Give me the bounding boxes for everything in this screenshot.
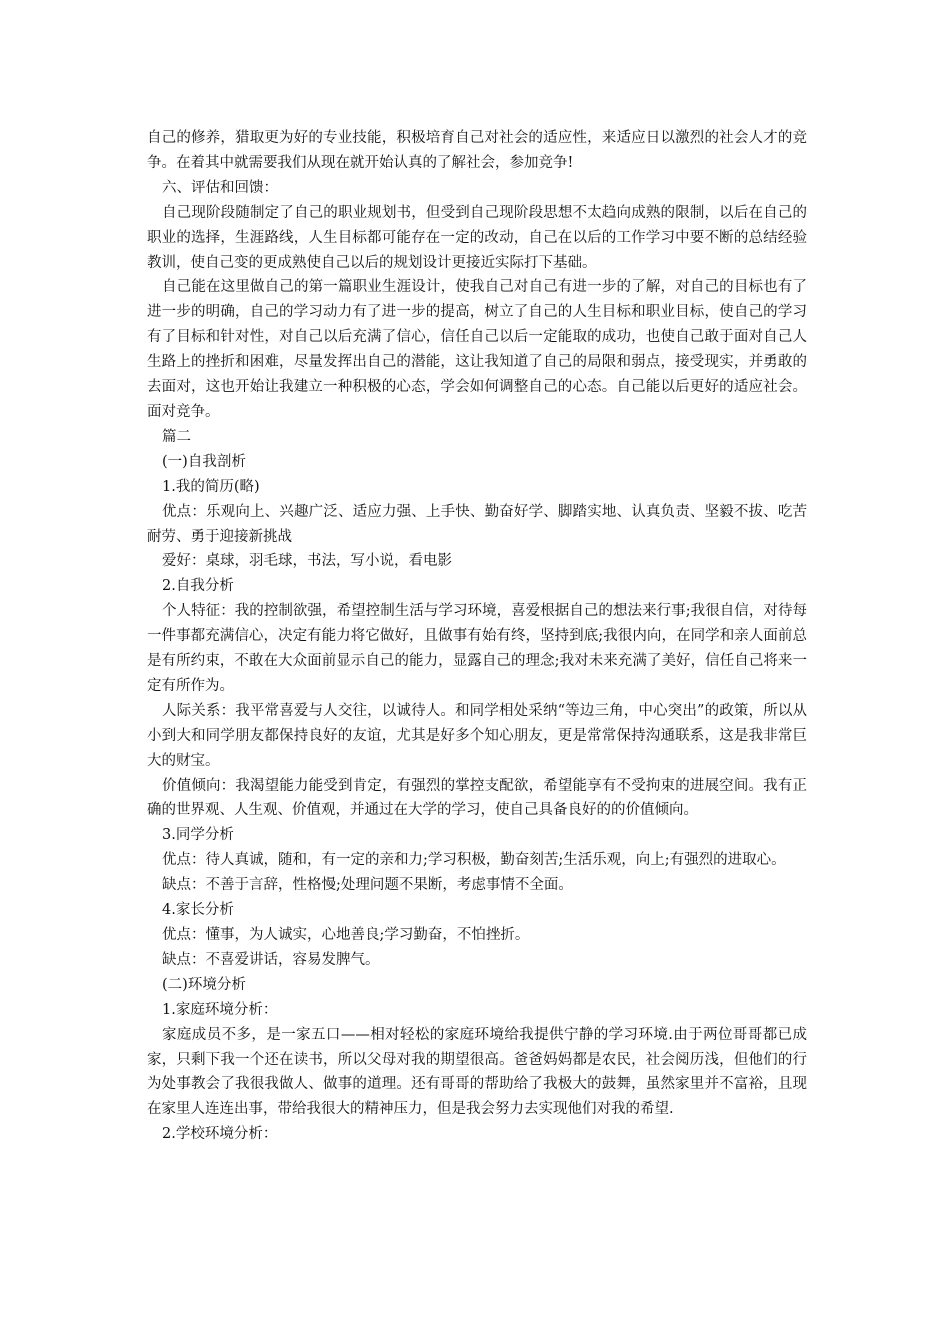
paragraph: 价值倾向：我渴望能力能受到肯定，有强烈的掌控支配欲，希望能享有不受拘束的进展空间。我有正确的世界观、人生观、价值观，并通过在大学的学习，使自己具备良好的的价值倾向。: [147, 777, 807, 819]
paragraph: 自己现阶段随制定了自己的职业规划书，但受到自己现阶段思想不太趋向成熟的限制，以后在自己的职业的选择，生涯路线，人生目标都可能存在一定的改动，自己在以后的工作学习中要不断的总结经验教训，使自己变的更成熟使自己以后的规划设计更接近实际打下基础。: [147, 204, 807, 271]
section-heading: 六、评估和回馈：: [162, 179, 278, 196]
paragraph: 优点：待人真诚，随和，有一定的亲和力;学习积极，勤奋刻苦;生活乐观，向上;有强烈的进取心。: [162, 852, 786, 869]
paragraph: 个人特征：我的控制欲强，希望控制生活与学习环境，喜爱根据自己的想法来行事;我很自信，对待每一件事都充满信心，决定有能力将它做好，且做事有始有终，坚持到底;我很内向，在同学和亲人面前总是有所约束，不敢在大众面前显示自己的能力，显露自己的理念;我对未来充满了美好，信任自己将来一定有所作为。: [147, 603, 807, 694]
subsection-heading: 1.家庭环境分析：: [162, 1001, 278, 1018]
paragraph: 优点：乐观向上、兴趣广泛、适应力强、上手快、勤奋好学、脚踏实地、认真负责、坚毅不拔、吃苦耐劳、勇于迎接新挑战: [147, 503, 807, 545]
paragraph: 缺点：不喜爱讲话，容易发脾气。: [162, 951, 380, 968]
document-body: [147, 126, 807, 1147]
section-heading: (一)自我剖析: [162, 453, 246, 470]
paragraph: 缺点：不善于言辞，性格慢;处理问题不果断，考虑事情不全面。: [162, 877, 573, 894]
paragraph: 自己的修养，猎取更为好的专业技能，积极培育自己对社会的适应性，来适应日以激烈的社会人才的竞争。在着其中就需要我们从现在就开始认真的了解社会，参加竞争!: [147, 130, 807, 171]
paragraph: 爱好：桌球，羽毛球，书法，写小说，看电影: [162, 553, 452, 570]
paragraph: 优点：懂事，为人诚实，心地善良;学习勤奋，不怕挫折。: [162, 927, 530, 943]
paragraph: 家庭成员不多，是一家五口——相对轻松的家庭环境给我提供宁静的学习环境.由于两位哥哥都已成家，只剩下我一个还在读书，所以父母对我的期望很高。爸爸妈妈都是农民，社会阅历浅，但他们的行为处事教会了我很我做人、做事的道理。还有哥哥的帮助给了我极大的鼓舞，虽然家里并不富裕，且现在家里人连连出事，带给我很大的精神压力，但是我会努力去实现他们对我的希望.: [147, 1026, 807, 1118]
paragraph: 人际关系：我平常喜爱与人交往，以诚待人。和同学相处采纳“等边三角，中心突出”的政策，所以从小到大和同学朋友都保持良好的友谊，尤其是好多个知心朋友，更是常常保持沟通联系，这是我非常巨大的财宝。: [147, 702, 807, 769]
section-heading: 篇二: [162, 428, 191, 445]
subsection-heading: 4.家长分析: [162, 902, 234, 919]
subsection-heading: 1.我的简历(略): [162, 478, 260, 495]
section-heading: (二)环境分析: [162, 976, 246, 993]
subsection-heading: 2.学校环境分析：: [162, 1126, 278, 1143]
subsection-heading: 2.自我分析: [162, 578, 234, 595]
paragraph: 自己能在这里做自己的第一篇职业生涯设计，使我自己对自己有进一步的了解，对自己的目标也有了进一步的明确，自己的学习动力有了进一步的提高，树立了自己的人生目标和职业目标，使自己的学习有了目标和针对性，对自己以后充满了信心，信任自己以后一定能取的成功，也使自己敢于面对自己人生路上的挫折和困难，尽量发挥出自己的潜能，这让我知道了自己的局限和弱点，接受现实，并勇敢的去面对，这也开始让我建立一种积极的心态，学会如何调整自己的心态。自己能以后更好的适应社会。面对竞争。: [147, 279, 807, 420]
subsection-heading: 3.同学分析: [162, 827, 234, 844]
